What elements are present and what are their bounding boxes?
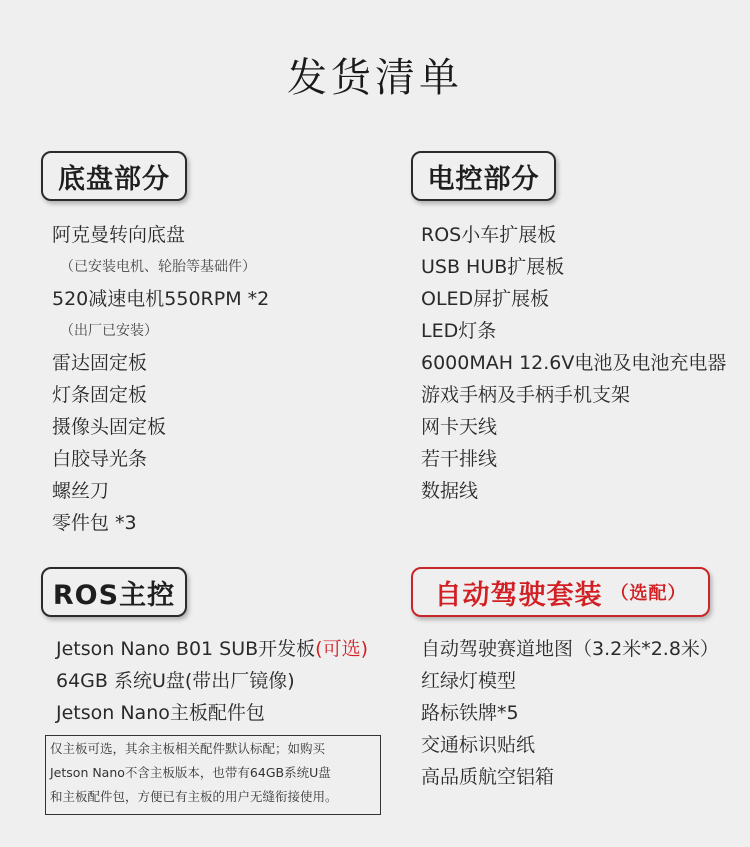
list-item: 路标铁牌*5 — [421, 702, 519, 724]
note-line: 和主板配件包，方便已有主板的用户无缝衔接使用。 — [50, 789, 338, 804]
list-item: 若干排线 — [421, 448, 498, 470]
ros-main-note-box — [45, 735, 381, 815]
section-heading-chassis-label: 底盘部分 — [58, 163, 170, 195]
list-item: 螺丝刀 — [52, 480, 110, 502]
chassis-item-list — [52, 219, 269, 539]
list-item: OLED屏扩展板 — [421, 288, 550, 310]
list-item-note: （已安装电机、轮胎等基础件） — [60, 259, 256, 275]
list-item: 64GB 系统U盘(带出厂镜像) — [56, 670, 295, 692]
section-heading-autodrive — [411, 567, 710, 617]
page-title: 发货清单 — [287, 55, 463, 101]
electronics-item-list — [421, 219, 726, 507]
note-line: 仅主板可选，其余主板相关配件默认标配；如购买 — [50, 741, 326, 756]
ros-main-item-list — [56, 633, 368, 729]
section-heading-electronics-label: 电控部分 — [427, 163, 540, 195]
note-line: Jetson Nano不含主板版本，也带有64GB系统U盘 — [50, 765, 331, 780]
ros-main-item-board: Jetson Nano B01 SUB开发板 — [56, 638, 316, 660]
list-item: 自动驾驶赛道地图（3.2米*2.8米） — [421, 638, 719, 660]
list-item: USB HUB扩展板 — [421, 256, 565, 278]
list-item: 雷达固定板 — [52, 352, 148, 374]
section-heading-electronics — [411, 151, 556, 201]
section-heading-ros-main — [41, 567, 187, 617]
list-item: 零件包 *3 — [52, 512, 137, 534]
list-item: 白胶导光条 — [52, 448, 148, 470]
list-item — [56, 633, 368, 665]
list-item: 6000MAH 12.6V电池及电池充电器 — [421, 352, 727, 374]
section-heading-ros-main-label: ROS主控 — [52, 579, 176, 611]
list-item: 网卡天线 — [421, 416, 498, 438]
section-heading-chassis — [41, 151, 187, 201]
list-item: LED灯条 — [421, 320, 497, 342]
list-item: 数据线 — [421, 480, 479, 502]
list-item: Jetson Nano主板配件包 — [56, 702, 265, 724]
optional-tag: (可选) — [315, 638, 368, 660]
list-item: 摄像头固定板 — [52, 416, 167, 438]
list-item: 高品质航空铝箱 — [421, 766, 555, 788]
autodrive-item-list — [421, 633, 719, 793]
section-heading-autodrive-optional: （选配） — [610, 583, 687, 604]
list-item: 阿克曼转向底盘 — [52, 224, 186, 246]
list-item-note: （出厂已安装） — [60, 323, 158, 339]
list-item: 红绿灯模型 — [421, 670, 517, 692]
list-item: 灯条固定板 — [52, 384, 148, 406]
list-item: 520减速电机550RPM *2 — [52, 288, 270, 310]
list-item: 游戏手柄及手柄手机支架 — [421, 384, 631, 406]
list-item: ROS小车扩展板 — [421, 224, 557, 246]
list-item: 交通标识贴纸 — [421, 734, 536, 756]
section-heading-autodrive-label: 自动驾驶套装 — [434, 579, 603, 611]
